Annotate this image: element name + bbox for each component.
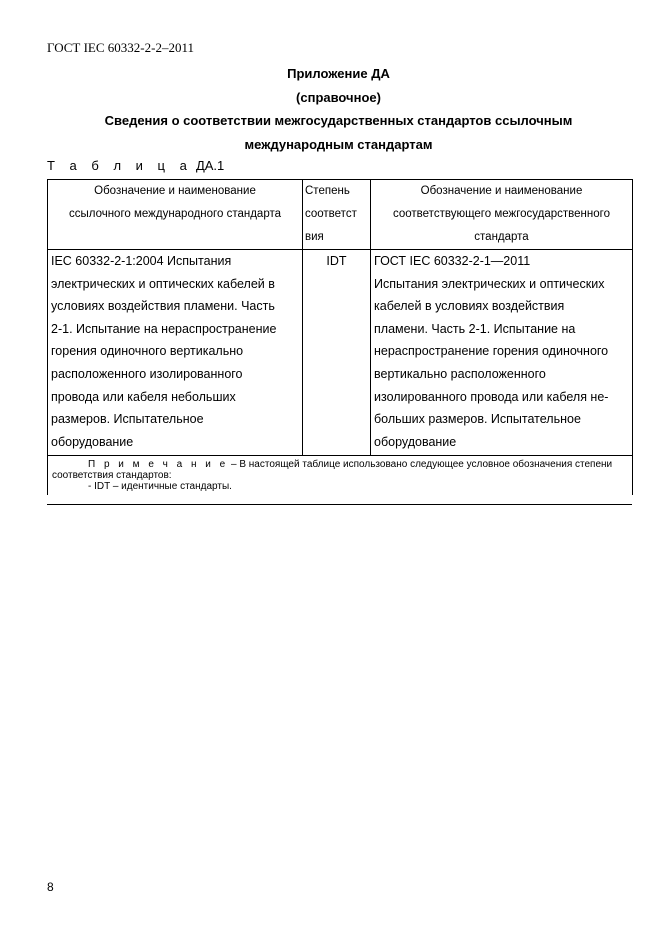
column-header-interstate-line2: соответствующего межгосударственного [393,208,610,220]
column-header-degree-line2: соответст [305,208,357,220]
annex-heading-line1: Сведения о соответствии межгосударственных стандартов ссылочным [104,113,573,128]
interstate-standard-cell: ГОСТ IEC 60332-2-1—2011 Испытания электрических и оптических кабелей в условиях воздействия пламени. Часть 2-1. Испытание на нераспространение горения одиночного вертикально расположенного изолированного провода или кабеля не- больших размеров. Испытательное оборудование [371,250,633,456]
column-header-degree-line1: Степень [305,185,350,197]
page-number: 8 [47,880,54,894]
note-item: - IDT – идентичные стандарты. [88,481,232,493]
annex-title: Приложение ДА [287,66,390,81]
table-caption-id: ДА.1 [195,158,225,173]
table-note-row [48,456,633,496]
column-header-interstate-line3: стандарта [474,231,529,243]
annex-heading-line2: международным стандартам [244,137,433,152]
table-caption-word: Т а б л и ц а [47,158,193,173]
annex-subtitle: (справочное) [296,90,381,105]
degree-cell: IDT [303,250,371,456]
column-header-international-line1: Обозначение и наименование [94,185,256,197]
note-text: – В настоящей таблице использовано следующее условное обозначения степени соответствия стандартов: [52,459,613,482]
column-header-interstate [371,180,633,250]
column-header-interstate-line1: Обозначение и наименование [420,185,583,197]
table-header-row [48,180,633,250]
standards-correspondence-table [47,179,633,495]
note-label: П р и м е ч а н и е [88,459,229,471]
column-header-degree [303,180,371,250]
table-row [48,250,633,456]
table-note [48,456,633,496]
column-header-degree-line3: вия [305,231,324,243]
international-standard-cell: IEC 60332-2-1:2004 Испытания электрических и оптических кабелей в условиях воздействия пламени. Часть 2-1. Испытание на нераспространение горения одиночного вертикально расположенного изолированного провода или кабеля небольших размеров. Испытательное оборудование [48,250,303,456]
table-bottom-mark [586,504,632,505]
column-header-international [48,180,303,250]
document-code-header: ГОСТ IEC 60332-2-2–2011 [47,40,194,55]
table-bottom-border [47,504,632,505]
column-header-international-line2: ссылочного международного стандарта [68,208,282,220]
table-caption [47,158,224,173]
